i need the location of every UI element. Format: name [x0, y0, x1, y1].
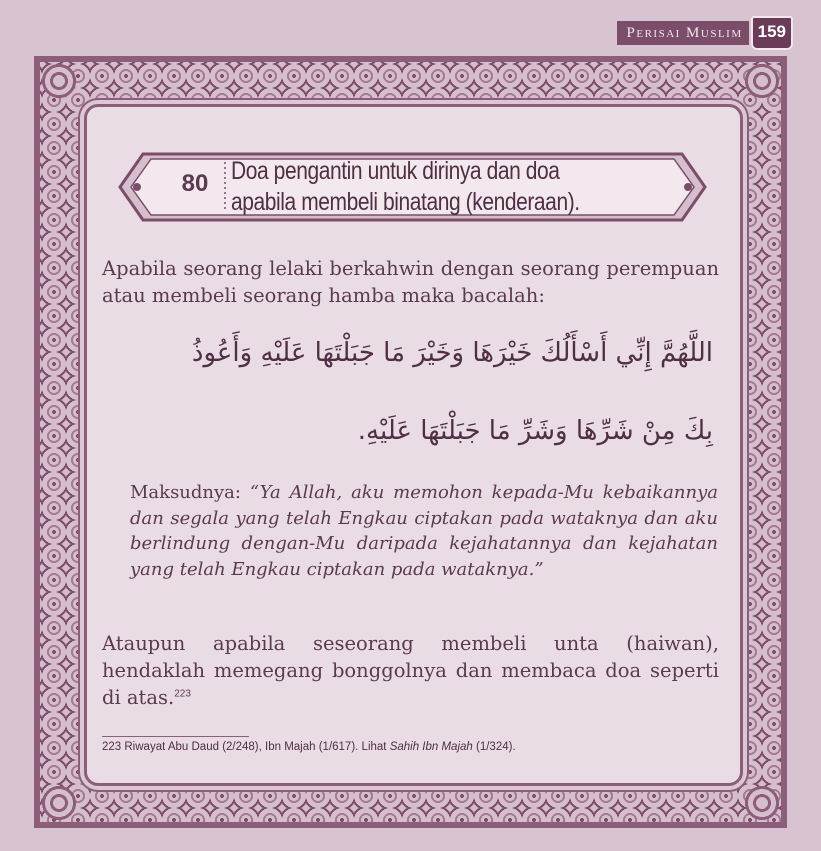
meaning-text: “Ya Allah, aku memohon kepada-Mu kebaikannya dan segala yang telah Engkau ciptakan pada wataknya dan aku berlindung dengan-Mu daripada kejahatannya dan kejahatan yang telah Engkau ciptakan pada wataknya.” [130, 482, 718, 580]
book-title: Perisai Muslim [617, 21, 749, 45]
page-number: 159 [751, 16, 793, 50]
arabic-dua-line1: اللَّهُمَّ إِنِّي أَسْأَلُكَ خَيْرَهَا وَخَيْرَ مَا جَبَلْتَهَا عَلَيْهِ وَأَعُوذُ [191, 338, 713, 368]
corner-ornament-icon [739, 58, 785, 104]
footnote-prefix: 223 Riwayat Abu Daud (2/248), Ibn Majah (1/617). Lihat [102, 741, 390, 753]
chapter-title [231, 156, 701, 218]
running-header [617, 20, 793, 46]
meaning-label: Maksudnya: [130, 482, 241, 503]
arabic-dua-line2: بِكَ مِنْ شَرِّهَا وَشَرِّ مَا جَبَلْتَهَا عَلَيْهِ. [357, 416, 713, 446]
footnote-reference: 223 [174, 688, 191, 700]
footnote-divider [102, 736, 249, 737]
corner-ornament-icon [36, 780, 82, 826]
closing-text: Ataupun apabila seseorang membeli unta (haiwan), hendaklah memegang bonggolnya dan membaca doa seperti di atas. [102, 632, 719, 709]
chapter-title-line2: apabila membeli binatang (kenderaan). [231, 188, 580, 216]
corner-ornament-icon [36, 58, 82, 104]
chapter-banner [115, 148, 710, 226]
closing-paragraph [102, 630, 719, 711]
footnote-suffix: (1/324). [472, 741, 516, 753]
chapter-number: 80 [181, 170, 209, 197]
footnote-source: Sahih Ibn Majah [389, 741, 473, 753]
chapter-title-line1: Doa pengantin untuk dirinya dan doa [231, 157, 560, 185]
footnote [102, 741, 722, 753]
corner-ornament-icon [739, 780, 785, 826]
meaning-paragraph [130, 480, 718, 582]
intro-paragraph: Apabila seorang lelaki berkahwin dengan seorang perempuan atau membeli seorang hamba maka bacalah: [102, 257, 719, 307]
